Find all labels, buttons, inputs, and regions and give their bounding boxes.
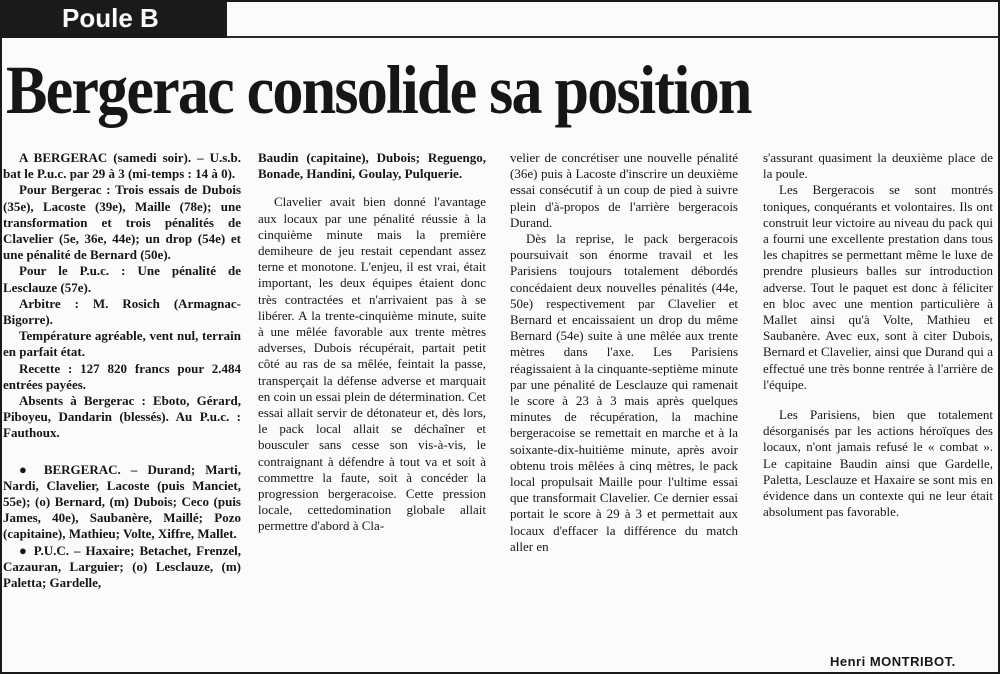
body-paragraph: Dès la reprise, le pack bergeracois poursuivait son énorme travail et les Parisiens toujours totalement débordés concédaient deux nouvelles pénalités (44e, 50e) respectivement par Clavelier et Bernard et encaissaient un drop du même Bernard (54e) suite à une mêlée aux trente mètres dans l'axe. Les Parisiens réagissaient à la cinquante-septième minute par une pénalité de Lesclauze qui ramenait le score à 23 à 3 mais après quelques minutes de récupération, la machine bergeracoise se remettait en marche et à la soixante-dix-huitième minute, après avoir obtenu trois mêlées à cinq mètres, le pack local propulsait Maille pour l'ultime essai que transformait Clavelier. Ce dernier essai portait le score à 29 à 3 et permettait aux locaux d'effacer la différence du match aller en bbox=[510, 231, 738, 554]
body-paragraph: Les Bergeracois se sont montrés toniques, conquérants et volontaires. Ils ont construit leur victoire au niveau du pack qui a fourni une excellente prestation dans tous les chapitres se permettant même le luxe de prendre plusieurs balles sur introduction adverse. Tout le paquet est donc à féliciter en bloc avec une mention particulière à Mallet ainsi qu'à Volte, Mathieu et Saubanère. Avec eux, sont à citer Dubois, Bernard et Clavelier, ainsi que Durand qui a effectué une très bonne rentrée à l'arrière de l'équipe. bbox=[763, 182, 993, 392]
receipts: Recette : 127 820 francs pour 2.484 entrées payées. bbox=[3, 360, 241, 392]
referee: Arbitre : M. Rosich (Armagnac-Bigorre). bbox=[3, 295, 241, 328]
body-paragraph: Les Parisiens, bien que totalement désorganisés par les actions héroïques des locaux, n'ont jamais refusé le « combat ». Le capitaine Baudin ainsi que Gardelle, Paletta, Lesclauze et Haxaire se sont mis en évidence dans un contexte qui ne leur était absolument pas favorable. bbox=[763, 407, 993, 520]
body-paragraph: Clavelier avait bien donné l'avantage aux locaux par une pénalité réussie à la cinquième minute mais la première demiheure de jeu restait cependant assez terne et monotone. L'enjeu, il est vrai, était important, les deux équipes étaient donc très contractées et n'arrivaient pas à se libérer. A la trente-cinquième minute, suite à une mêlée favorable aux trente mètres adverses, Dubois récupérait, partait petit côté au ras de sa mêlée, feintait la passe, transperçait la défense adverse et marquait en coin un essai plein de détermination. Cet essai allait servir de détonateur et, dès lors, le pack local allait se déchaîner et bousculer sans cesse son vis-à-vis, le contraignant à défendre à tout va et soit à commettre la faute, soit à concéder la progression bergeracoise. Cette pression locale, cettedomination globale allait permettre d'abord à Cla- bbox=[258, 194, 486, 534]
column-4 bbox=[763, 150, 993, 670]
column-2 bbox=[258, 150, 486, 670]
lineup-puc: ● P.U.C. – Haxaire; Betachet, Frenzel, Cazauran, Larguier; (o) Lesclauze, (m) Paletta; Gardelle, bbox=[3, 542, 241, 591]
scorers-puc: Pour le P.u.c. : Une pénalité de Lesclauze (57e). bbox=[3, 263, 241, 295]
column-3 bbox=[510, 150, 738, 670]
lineup-bergerac: ● BERGERAC. – Durand; Marti, Nardi, Clavelier, Lacoste (puis Manciet, 55e); (o) Bernard, (m) Dubois; Ceco (puis James, 40e), Saubanère, Maillé; Pozo (capitaine), Mathieu; Volte, Xiffre, Mallet. bbox=[3, 461, 241, 542]
author-byline: Henri MONTRIBOT. bbox=[830, 654, 956, 669]
absentees: Absents à Bergerac : Eboto, Gérard, Piboyeu, Dandarin (blessés). Au P.u.c. : Fauthoux. bbox=[3, 393, 241, 441]
top-rule bbox=[227, 36, 998, 38]
body-paragraph-continued: velier de concrétiser une nouvelle pénalité (36e) puis à Lacoste d'inscrire un deuxième essai consécutif à un coup de pied à suivre plein d'à-propos de l'arrière bergeracois Durand. bbox=[510, 150, 738, 230]
weather: Température agréable, vent nul, terrain en parfait état. bbox=[3, 328, 241, 360]
dateline: A BERGERAC (samedi soir). – U.s.b. bat le P.u.c. par 29 à 3 (mi-temps : 14 à 0). bbox=[3, 150, 241, 182]
headline: Bergerac consolide sa position bbox=[6, 52, 751, 128]
scorers-bergerac: Pour Bergerac : Trois essais de Dubois (35e), Lacoste (39e), Maille (78e); une transformation et trois pénalités de Clavelier (5e, 36e, 44e); un drop (54e) et une pénalité de Bernard (50e). bbox=[3, 182, 241, 263]
column-facts bbox=[3, 150, 241, 670]
lineup-puc-continued: Baudin (capitaine), Dubois; Reguengo, Bonade, Handini, Goulay, Pulquerie. bbox=[258, 150, 486, 182]
section-label: Poule B bbox=[62, 3, 159, 33]
body-paragraph-continued: s'assurant quasiment la deuxième place de la poule. bbox=[763, 150, 993, 182]
